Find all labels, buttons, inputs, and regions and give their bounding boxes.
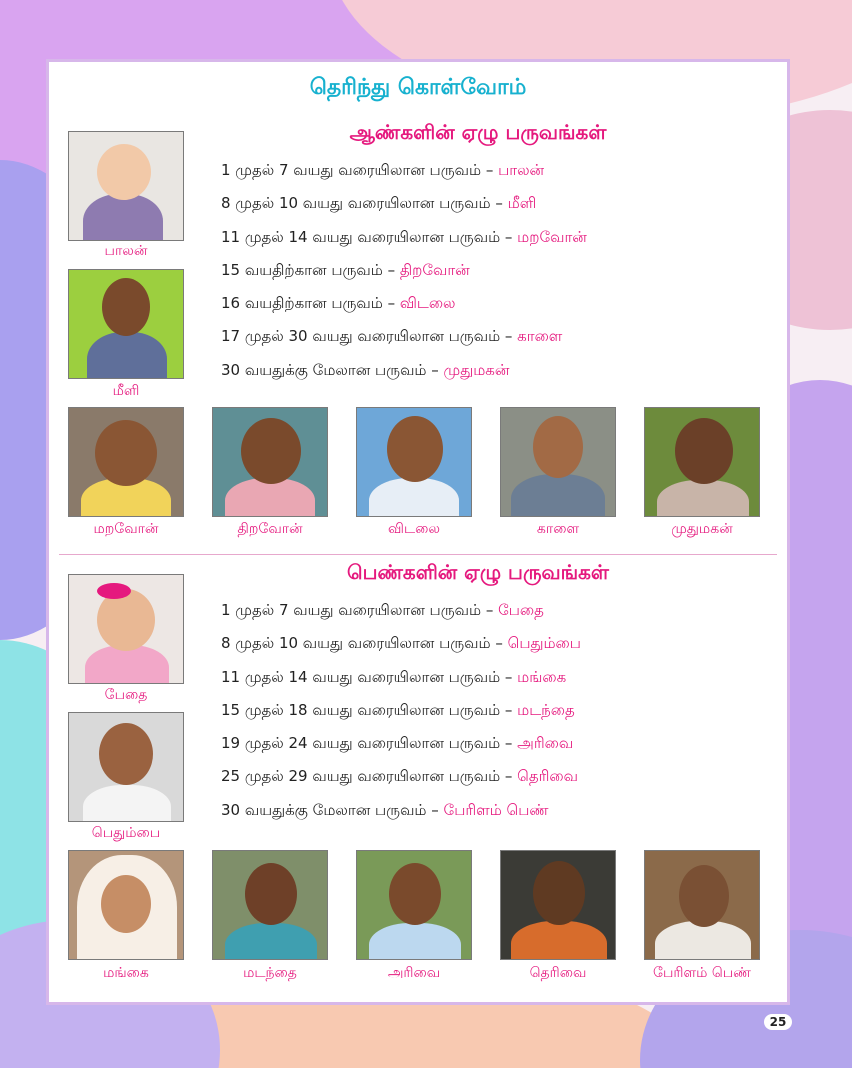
photo-caption: தெரிவை bbox=[529, 965, 587, 981]
girls-stage-row: 8 முதல் 10 வயது வரையிலான பருவம் – பெதும்பை bbox=[221, 634, 581, 653]
smiling-woman-photo bbox=[356, 850, 472, 960]
photo-caption: மடந்தை bbox=[243, 965, 297, 981]
baby-girl-photo bbox=[68, 574, 184, 684]
photo-caption: முதுமகன் bbox=[671, 521, 733, 537]
photo-caption: மங்கை bbox=[103, 965, 149, 981]
girl-with-scarf-photo bbox=[68, 850, 184, 960]
girls-stage-row: 19 முதல் 24 வயது வரையிலான பருவம் – அரிவை bbox=[221, 734, 574, 753]
boy-photo bbox=[68, 269, 184, 379]
girls-stage-row: 1 முதல் 7 வயது வரையிலான பருவம் – பேதை bbox=[221, 601, 544, 619]
photo-caption: பேதை bbox=[104, 687, 148, 703]
boys-section-heading: ஆண்களின் ஏழு பருவங்கள் bbox=[349, 120, 607, 144]
girls-section-heading: பெண்களின் ஏழு பருவங்கள் bbox=[347, 560, 609, 584]
photo-caption: திறவோன் bbox=[237, 521, 303, 537]
photo-caption: பாலன் bbox=[104, 243, 148, 259]
woman-in-saree-photo bbox=[500, 850, 616, 960]
content-panel bbox=[46, 59, 790, 1005]
boys-stage-row: 8 முதல் 10 வயது வரையிலான பருவம் – மீளி bbox=[221, 194, 537, 213]
teen-boy-photo bbox=[212, 407, 328, 517]
boys-stage-row: 15 வயதிற்கான பருவம் – திறவோன் bbox=[221, 260, 470, 279]
photo-caption: பெதும்பை bbox=[91, 825, 161, 841]
photo-caption: விடலை bbox=[388, 521, 440, 537]
photo-caption: பேரிளம் பெண் bbox=[653, 965, 751, 981]
schoolgirl-photo bbox=[68, 712, 184, 822]
girls-stage-list bbox=[221, 594, 581, 827]
schoolboy-photo bbox=[356, 407, 472, 517]
girls-stage-row: 11 முதல் 14 வயது வரையிலான பருவம் – மங்கை bbox=[221, 667, 567, 686]
section-divider bbox=[59, 554, 777, 555]
elderly-woman-photo bbox=[644, 850, 760, 960]
young-boy-photo bbox=[68, 407, 184, 517]
boys-stage-row: 30 வயதுக்கு மேலான பருவம் – முதுமகன் bbox=[221, 360, 510, 379]
boys-stage-row: 16 வயதிற்கான பருவம் – விடலை bbox=[221, 294, 456, 313]
boys-stage-row: 1 முதல் 7 வயது வரையிலான பருவம் – பாலன் bbox=[221, 161, 545, 179]
girls-stage-row: 15 முதல் 18 வயது வரையிலான பருவம் – மடந்தை bbox=[221, 700, 575, 719]
photo-caption: மறவோன் bbox=[93, 521, 159, 537]
page-title: தெரிந்து கொள்வோம் bbox=[309, 75, 527, 100]
boys-stage-row: 17 முதல் 30 வயது வரையிலான பருவம் – காளை bbox=[221, 327, 563, 346]
boys-stage-list bbox=[221, 154, 587, 387]
young-man-photo bbox=[500, 407, 616, 517]
girls-stage-row: 25 முதல் 29 வயது வரையிலான பருவம் – தெரிவை bbox=[221, 767, 578, 786]
photo-caption: காளை bbox=[536, 521, 580, 537]
baby-boy-photo bbox=[68, 131, 184, 241]
girls-stage-row: 30 வயதுக்கு மேலான பருவம் – பேரிளம் பெண் bbox=[221, 800, 549, 819]
page-number: 25 bbox=[764, 1014, 792, 1030]
young-woman-photo bbox=[212, 850, 328, 960]
boys-stage-row: 11 முதல் 14 வயது வரையிலான பருவம் – மறவோன் bbox=[221, 227, 587, 246]
photo-caption: அரிவை bbox=[387, 965, 441, 981]
photo-caption: மீளி bbox=[112, 383, 140, 399]
elderly-man-photo bbox=[644, 407, 760, 517]
